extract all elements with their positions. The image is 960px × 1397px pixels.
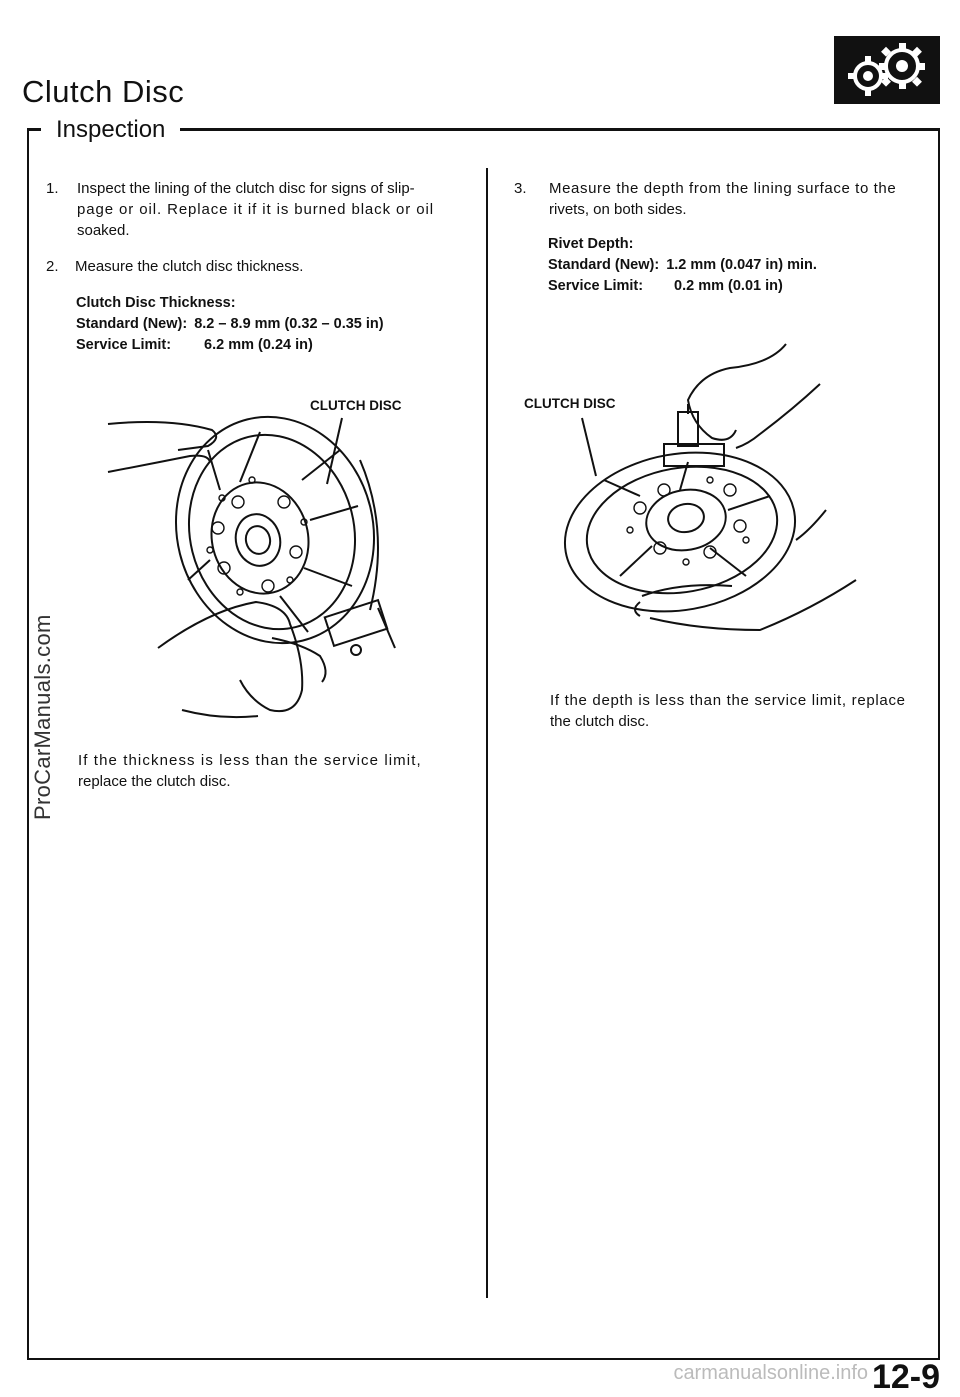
section-title: Inspection [50, 116, 171, 144]
thickness-note-line-1: If the thickness is less than the service limit, [78, 752, 422, 769]
spec-standard-label: Standard (New): [76, 316, 188, 332]
thickness-note-line-2: replace the clutch disc. [78, 773, 231, 790]
watermark-bottom: carmanualsonline.info [673, 1362, 868, 1384]
step-1 [46, 178, 458, 241]
spec-limit-value: 6.2 mm (0.24 in) [204, 337, 313, 353]
depth-note [550, 690, 922, 732]
thickness-note [78, 750, 456, 792]
spec-limit-label: Service Limit: [548, 278, 644, 294]
step-2 [46, 256, 303, 277]
spec-limit-label: Service Limit: [76, 337, 172, 353]
depth-note-line-2: the clutch disc. [550, 713, 650, 730]
spec-standard-value: 8.2 – 8.9 mm (0.32 – 0.35 in) [194, 316, 384, 332]
frame-rule-right [180, 128, 940, 131]
spec-standard-label: Standard (New): [548, 257, 660, 273]
step-3-line-1: Measure the depth from the lining surface to the [549, 180, 897, 197]
spec-limit-value: 0.2 mm (0.01 in) [674, 278, 783, 294]
frame-rule-left [27, 128, 41, 131]
step-number: 2. [46, 258, 59, 275]
figure-label-left: CLUTCH DISC [310, 398, 402, 413]
page-number: 12-9 [871, 1358, 940, 1396]
spec-title: Clutch Disc Thickness: [76, 295, 236, 311]
step-number: 3. [514, 180, 527, 197]
watermark-left: ProCarManuals.com [30, 614, 55, 820]
step-1-line-2: page or oil. Replace it if it is burned black or oil [77, 201, 434, 218]
column-divider [486, 168, 488, 1298]
spec-standard-value: 1.2 mm (0.047 in) min. [666, 257, 817, 273]
depth-note-line-1: If the depth is less than the service limit, replace [550, 692, 906, 709]
step-number: 1. [46, 180, 59, 197]
step-1-line-1: Inspect the lining of the clutch disc for signs of slip- [77, 180, 415, 197]
step-3 [514, 178, 922, 220]
step-1-line-3: soaked. [77, 222, 130, 239]
clutch-disc-thickness-illustration [90, 410, 420, 730]
thickness-spec [76, 293, 384, 356]
step-2-text: Measure the clutch disc thickness. [75, 258, 304, 275]
page-title: Clutch Disc [22, 74, 185, 109]
figure-label-right: CLUTCH DISC [524, 396, 616, 411]
rivet-depth-illustration [560, 340, 860, 650]
spec-title: Rivet Depth: [548, 236, 634, 252]
rivet-depth-spec [548, 234, 817, 297]
step-3-line-2: rivets, on both sides. [549, 201, 687, 218]
gears-icon [834, 36, 940, 104]
